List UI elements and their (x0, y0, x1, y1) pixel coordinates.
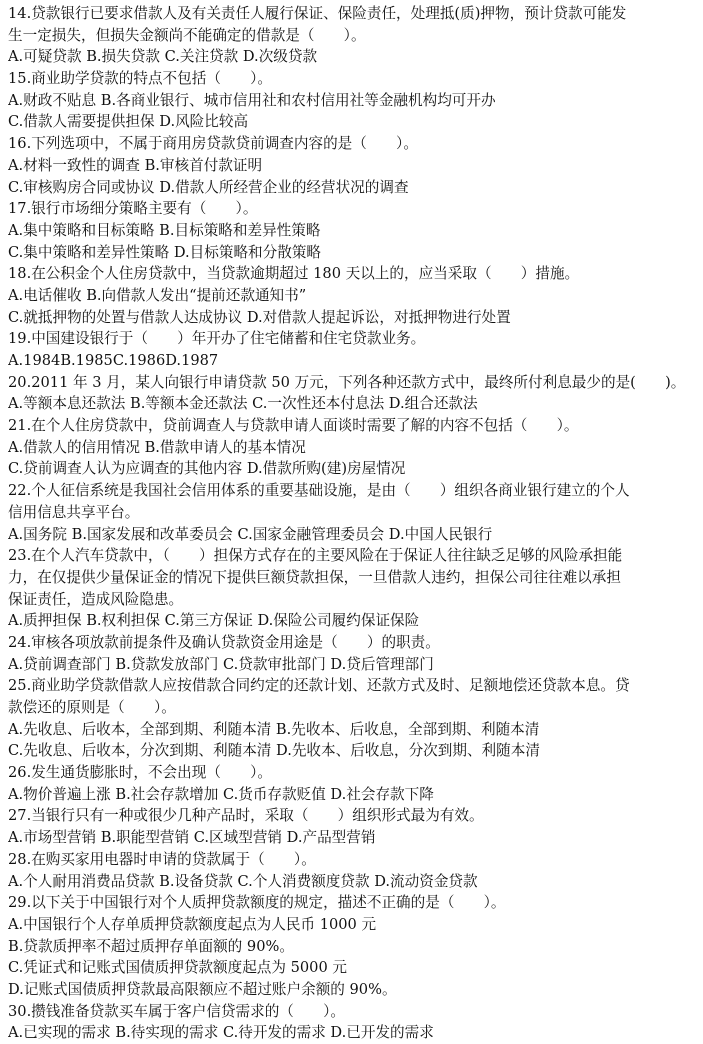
question-18-line-1: 18.在公积金个人住房贷款中，当贷款逾期超过 180 天以上的，应当采取（ ）措施。 (8, 265, 580, 283)
question-23-options: A.质押担保 B.权利担保 C.第三方保证 D.保险公司履约保证保险 (8, 612, 420, 630)
question-16-options-2: C.审核购房合同或协议 D.借款人所经营企业的经营状况的调查 (8, 178, 409, 196)
question-16-line-1: 16.下列选项中，不属于商用房贷款贷前调查内容的是（ ）。 (8, 135, 418, 153)
question-20-line-1: 20.2011 年 3 月，某人向银行申请贷款 50 万元，下列各种还款方式中，最终所付利息最少的是( )。 (8, 373, 686, 391)
question-19-line-1: 19.中国建设银行于（ ）年开办了住宅储蓄和住宅贷款业务。 (8, 330, 426, 348)
question-21-line-1: 21.在个人住房贷款中，贷前调查人与贷款申请人面谈时需要了解的内容不包括（ ）。 (8, 417, 579, 435)
question-25-line-1: 25.商业助学贷款借款人应按借款合同约定的还款计划、还款方式及时、足额地偿还贷款本息。贷 (8, 677, 630, 695)
question-23-line-1: 23.在个人汽车贷款中，（ ）担保方式存在的主要风险在于保证人往往缺乏足够的风险承担能 (8, 547, 623, 565)
question-25-line-2: 款偿还的原则是（ ）。 (8, 699, 176, 716)
question-29-option-d: D.记账式国债质押贷款最高限额应不超过账户余额的 90%。 (8, 980, 397, 998)
question-29-option-a: A.中国银行个人存单质押贷款额度起点为人民币 1000 元 (8, 915, 377, 933)
question-29-option-b: B.贷款质押率不超过质押存单面额的 90%。 (8, 937, 294, 955)
question-24-line-1: 24.审核各项放款前提条件及确认贷款资金用途是（ ）的职责。 (8, 633, 440, 651)
question-23-line-2: 力，在仅提供少量保证金的情况下提供巨额贷款担保，一旦借款人违约，担保公司往往难以承担 (8, 568, 621, 586)
question-30-options: A.已实现的需求 B.待实现的需求 C.待开发的需求 D.已开发的需求 (8, 1024, 434, 1042)
question-18-options-2: C.就抵押物的处置与借款人达成协议 D.对借款人提起诉讼，对抵押物进行处置 (8, 308, 511, 326)
question-22-options: A.国务院 B.国家发展和改革委员会 C.国家金融管理委员会 D.中国人民银行 (8, 525, 493, 543)
question-29-line-1: 29.以下关于中国银行对个人质押贷款额度的规定，描述不正确的是（ ）。 (8, 894, 506, 912)
question-14-line-2: 生一定损失，但损失金额尚不能确定的借款是（ ）。 (8, 26, 366, 44)
question-19-options: A.1984B.1985C.1986D.1987 (8, 352, 219, 369)
question-18-options-1: A.电话催收 B.向借款人发出“提前还款通知书” (8, 286, 307, 304)
question-14-line-1: 14.贷款银行已要求借款人及有关责任人履行保证、保险责任，处理抵(质)押物，预计贷款可能发 (8, 5, 627, 22)
question-26-line-1: 26.发生通货膨胀时，不会出现（ ）。 (8, 764, 273, 782)
question-30-line-1: 30.攒钱准备贷款买车属于客户信贷需求的（ ）。 (8, 1002, 345, 1020)
question-21-options-1: A.借款人的信用情况 B.借款申请人的基本情况 (8, 438, 306, 456)
question-15-line-1: 15.商业助学贷款的特点不包括（ ）。 (8, 70, 273, 88)
question-28-options: A.个人耐用消费品贷款 B.设备贷款 C.个人消费额度贷款 D.流动资金贷款 (8, 872, 478, 890)
question-14-options: A.可疑贷款 B.损失贷款 C.关注贷款 D.次级贷款 (8, 48, 318, 66)
question-15-options-2: C.借款人需要提供担保 D.风险比较高 (8, 113, 249, 131)
question-22-line-1: 22.个人征信系统是我国社会信用体系的重要基础设施，是由（ ）组织各商业银行建立的个人 (8, 482, 630, 500)
question-20-options: A.等额本息还款法 B.等额本金还款法 C.一次性还本付息法 D.组合还款法 (8, 395, 478, 413)
question-26-options: A.物价普遍上涨 B.社会存款增加 C.货币存款贬值 D.社会存款下降 (8, 785, 434, 803)
question-29-option-c: C.凭证式和记账式国债质押贷款额度起点为 5000 元 (8, 959, 347, 977)
question-25-options-1: A.先收息、后收本，全部到期、利随本清 B.先收本、后收息，全部到期、利随本清 (8, 720, 540, 738)
question-17-options-1: A.集中策略和目标策略 B.目标策略和差异性策略 (8, 221, 321, 239)
question-27-line-1: 27.当银行只有一种或很少几种产品时，采取（ ）组织形式最为有效。 (8, 807, 484, 825)
question-22-line-2: 信用信息共享平台。 (8, 503, 140, 521)
question-21-options-2: C.贷前调查人认为应调查的其他内容 D.借款所购(建)房屋情况 (8, 460, 406, 478)
question-17-line-1: 17.银行市场细分策略主要有（ ）。 (8, 200, 258, 218)
question-23-line-3: 保证责任，造成风险隐患。 (8, 590, 184, 608)
question-15-options-1: A.财政不贴息 B.各商业银行、城市信用社和农村信用社等金融机构均可开办 (8, 91, 496, 109)
question-25-options-2: C.先收息、后收本，分次到期、利随本清 D.先收本、后收息，分次到期、利随本清 (8, 742, 540, 760)
question-24-options: A.贷前调查部门 B.贷款发放部门 C.贷款审批部门 D.贷后管理部门 (8, 655, 434, 673)
question-17-options-2: C.集中策略和差异性策略 D.目标策略和分散策略 (8, 243, 322, 261)
question-28-line-1: 28.在购买家用电器时申请的贷款属于（ ）。 (8, 850, 316, 868)
question-16-options-1: A.材料一致性的调查 B.审核首付款证明 (8, 156, 263, 174)
question-27-options: A.市场型营销 B.职能型营销 C.区域型营销 D.产品型营销 (8, 829, 376, 847)
